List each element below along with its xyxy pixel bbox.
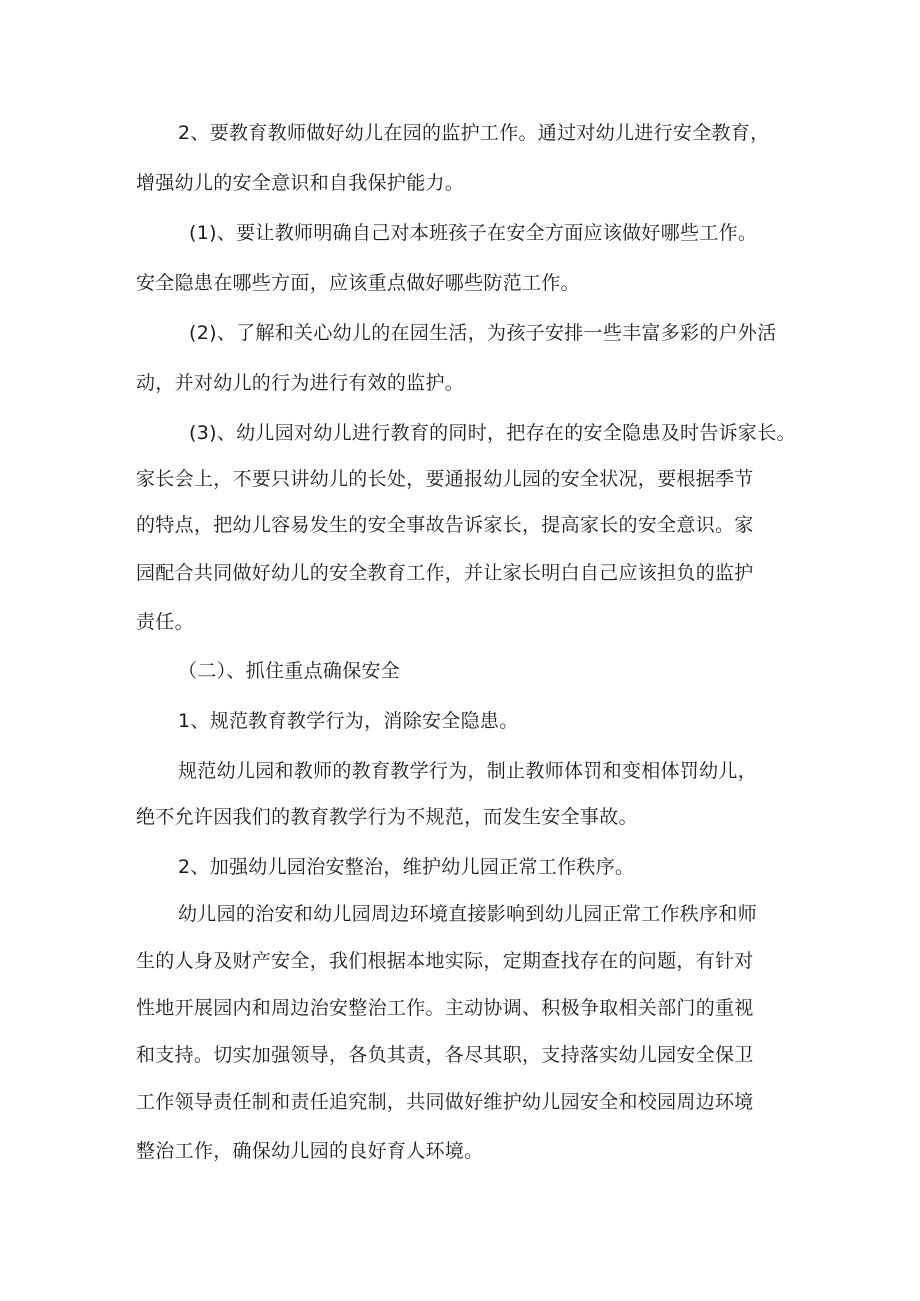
text-line: (3)、幼儿园对幼儿进行教育的同时，把存在的安全隐患及时告诉家长。 [189, 422, 796, 444]
text-line: 工作领导责任制和责任追究制，共同做好维护幼儿园安全和校园周边环境 [136, 1091, 754, 1113]
text-line: 2、要教育教师做好幼儿在园的监护工作。通过对幼儿进行安全教育， [178, 122, 770, 144]
text-line: (1)、要让教师明确自己对本班孩子在安全方面应该做好哪些工作。 [189, 222, 758, 244]
text-line: 规范幼儿园和教师的教育教学行为，制止教师体罚和变相体罚幼儿， [178, 760, 758, 782]
text-line: (2)、了解和关心幼儿的在园生活，为孩子安排一些丰富多彩的户外活 [189, 322, 777, 344]
text-line: 园配合共同做好幼儿的安全教育工作，并让家长明白自己应该担负的监护 [136, 562, 754, 584]
text-line: 性地开展园内和周边治安整治工作。主动协调、积极争取相关部门的重视 [136, 997, 754, 1019]
text-line: 生的人身及财产安全，我们根据本地实际，定期查找存在的问题，有针对 [136, 950, 754, 972]
text-line: 动，并对幼儿的行为进行有效的监护。 [136, 372, 465, 394]
text-line: 整治工作，确保幼儿园的良好育人环境。 [136, 1140, 484, 1162]
text-line: 增强幼儿的安全意识和自我保护能力。 [136, 172, 465, 194]
text-line: 责任。 [136, 611, 194, 633]
text-line: 1、规范教育教学行为，消除安全隐患。 [178, 710, 519, 732]
text-line: 安全隐患在哪些方面，应该重点做好哪些防范工作。 [136, 272, 580, 294]
text-line: 绝不允许因我们的教育教学行为不规范，而发生安全事故。 [136, 806, 638, 828]
text-line: 的特点，把幼儿容易发生的安全事故告诉家长，提高家长的安全意识。家 [136, 514, 754, 536]
text-line: 幼儿园的治安和幼儿园周边环境直接影响到幼儿园正常工作秩序和师 [178, 903, 758, 925]
text-line: 家长会上，不要只讲幼儿的长处，要通报幼儿园的安全状况，要根据季节 [136, 468, 754, 490]
text-line: 和支持。切实加强领导，各负其责，各尽其职，支持落实幼儿园安全保卫 [136, 1044, 754, 1066]
section-heading: （二）、抓住重点确保安全 [178, 660, 401, 682]
text-line: 2、加强幼儿园治安整治，维护幼儿园正常工作秩序。 [178, 856, 635, 878]
